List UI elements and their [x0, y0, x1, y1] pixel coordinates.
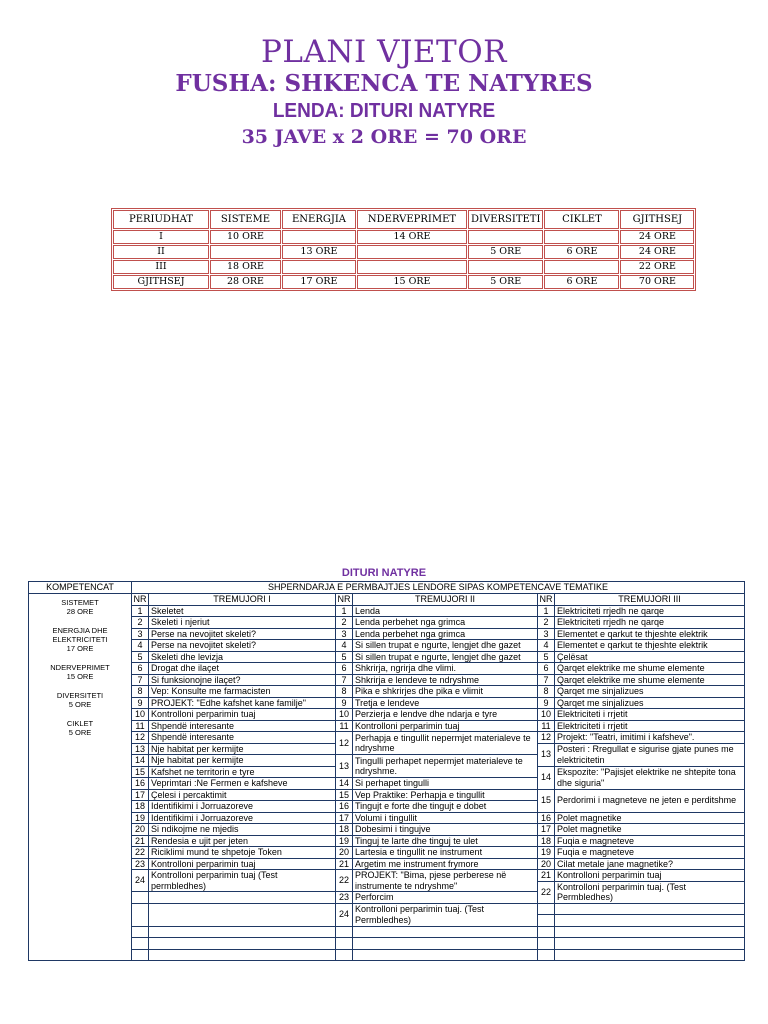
kompetenca-name: CIKLET [66, 719, 94, 728]
row-number: 15 [336, 789, 353, 801]
lesson-topic: Nje habitat per kermijte [149, 743, 336, 755]
summary-cell: 22 ORE [620, 260, 694, 274]
lesson-topic: Elementet e qarkut te thjeshte elektrik [555, 628, 745, 640]
kompetenca-hours: 15 ORE [66, 672, 94, 681]
row-number: 11 [538, 720, 555, 732]
lesson-topic: Kontrolloni perparimin tuaj [149, 709, 336, 721]
kompetenca-item [31, 691, 129, 709]
summary-cell: 18 ORE [210, 260, 281, 274]
lesson-topic: Si sillen trupat e ngurte, lengjet dhe gazet [353, 640, 538, 652]
lesson-topic: Vep: Konsulte me farmacisten [149, 686, 336, 698]
row-number: 1 [336, 605, 353, 617]
summary-cell [468, 230, 543, 244]
table-row [29, 651, 745, 663]
summary-cell: GJITHSEJ [113, 275, 209, 289]
row-number: 24 [132, 870, 149, 892]
lesson-topic: Dobesimi i tingujve [353, 824, 538, 836]
table-row [29, 926, 745, 938]
table-row [29, 858, 745, 870]
summary-total-row [113, 275, 694, 289]
plan-title: PLANI VJETOR [261, 34, 507, 70]
row-number: 4 [336, 640, 353, 652]
lesson-topic: Fuqia e magneteve [555, 847, 745, 859]
table-row [29, 870, 745, 882]
lesson-topic: Projekt: "Teatri, imitimi i kafsheve". [555, 732, 745, 744]
row-number: 18 [132, 801, 149, 813]
lesson-topic: Veprimtari :Ne Fermen e kafsheve [149, 778, 336, 790]
table-row [29, 617, 745, 629]
row-number: 13 [132, 743, 149, 755]
row-number [538, 938, 555, 950]
summary-table [111, 208, 696, 291]
lesson-topic: Posteri : Rregullat e sigurise gjate punes me elektricitetin [555, 743, 745, 766]
lesson-topic: Kontrolloni perparimin tuaj [353, 720, 538, 732]
kompetenca-hours: 28 ORE [66, 607, 94, 616]
summary-header: GJITHSEJ [620, 210, 694, 229]
distribution-header: SHPERNDARJA E PERMBAJTJES LENDORE SIPAS KOMPETENCAVE TEMATIKE [132, 582, 745, 594]
row-number: 10 [538, 709, 555, 721]
table-row [29, 732, 745, 744]
summary-cell: III [113, 260, 209, 274]
lesson-topic: Elektriciteti i rrjetit [555, 720, 745, 732]
summary-row [113, 230, 694, 244]
lesson-topic: Qarqet elektrike me shume elemente [555, 663, 745, 675]
row-number: 20 [538, 858, 555, 870]
row-number [538, 926, 555, 938]
trimester-header: TREMUJORI I [149, 594, 336, 606]
lesson-topic: PROJEKT: "Edhe kafshet kane familje" [149, 697, 336, 709]
kompetenca-hours: 17 ORE [66, 644, 94, 653]
row-number: 11 [132, 720, 149, 732]
lesson-topic: Perse na nevojitet skeleti? [149, 640, 336, 652]
row-number: 19 [538, 847, 555, 859]
row-number: 5 [132, 651, 149, 663]
row-number: 22 [538, 881, 555, 903]
row-number: 7 [336, 674, 353, 686]
lesson-topic: Si sillen trupat e ngurte, lengjet dhe gazet [353, 651, 538, 663]
table-row [29, 824, 745, 836]
lesson-topic [149, 938, 336, 950]
row-number: 16 [538, 812, 555, 824]
lesson-topic [555, 903, 745, 915]
lesson-topic: Lenda perbehet nga grimca [353, 617, 538, 629]
row-number: 14 [336, 778, 353, 790]
kompetencat-list [29, 594, 132, 961]
lesson-topic: Qarqet me sinjalizues [555, 697, 745, 709]
kompetenca-hours: 5 ORE [68, 700, 92, 709]
row-number: 7 [132, 674, 149, 686]
row-number: 17 [336, 812, 353, 824]
row-number: 8 [538, 686, 555, 698]
lesson-topic: Kontrolloni perparimin tuaj. (Test Permbledhes) [353, 903, 538, 926]
summary-cell: 28 ORE [210, 275, 281, 289]
lesson-topic: Lenda [353, 605, 538, 617]
lesson-topic [555, 915, 745, 927]
summary-cell: 14 ORE [357, 230, 467, 244]
summary-row [113, 260, 694, 274]
lesson-topic: Riciklimi mund te shpetoje Token [149, 847, 336, 859]
row-number: 20 [336, 847, 353, 859]
row-number: 13 [538, 743, 555, 766]
summary-cell [468, 260, 543, 274]
summary-cell: 13 ORE [282, 245, 356, 259]
lesson-topic: Volumi i tingullit [353, 812, 538, 824]
lesson-topic: Kontrolloni perparimin tuaj (Test permbledhes) [149, 870, 336, 892]
lesson-topic: PROJEKT: "Bima, pjese perberese në instrumente te ndryshme" [353, 870, 538, 892]
summary-header: PERIUDHAT [113, 210, 209, 229]
summary-cell: 24 ORE [620, 230, 694, 244]
fusha-title: FUSHA: SHKENCA TE NATYRES [175, 70, 593, 97]
nr-header: NR [337, 594, 351, 604]
content-distribution-table [28, 581, 745, 961]
row-number: 2 [132, 617, 149, 629]
trimester-header: TREMUJORI III [555, 594, 745, 606]
row-number [538, 903, 555, 915]
table-row [29, 812, 745, 824]
lesson-topic: Perforcim [353, 892, 538, 904]
lesson-topic: Perzierja e lendve dhe ndarja e tyre [353, 709, 538, 721]
row-number [336, 949, 353, 961]
lesson-topic: Cilat metale jane magnetike? [555, 858, 745, 870]
summary-cell [544, 230, 619, 244]
lesson-topic: Tingujt e forte dhe tingujt e dobet [353, 801, 538, 813]
lesson-topic [149, 892, 336, 904]
lesson-topic: Polet magnetike [555, 824, 745, 836]
row-number: 19 [132, 812, 149, 824]
table-row [29, 847, 745, 859]
lesson-topic: Skeleti i njeriut [149, 617, 336, 629]
lesson-topic: Fuqia e magneteve [555, 835, 745, 847]
lesson-topic: Elementet e qarkut te thjeshte elektrik [555, 640, 745, 652]
summary-cell: 5 ORE [468, 245, 543, 259]
row-number: 19 [336, 835, 353, 847]
lesson-topic: Perse na nevojitet skeleti? [149, 628, 336, 640]
lesson-topic: Drogat dhe ilaçet [149, 663, 336, 675]
lesson-topic [555, 926, 745, 938]
row-number: 10 [336, 709, 353, 721]
row-number: 4 [132, 640, 149, 652]
summary-cell: 10 ORE [210, 230, 281, 244]
lesson-topic: Tinguj te larte dhe tinguj te ulet [353, 835, 538, 847]
lesson-topic [555, 938, 745, 950]
row-number: 16 [336, 801, 353, 813]
lesson-topic: Si funksionojne ilaçet? [149, 674, 336, 686]
row-number: 16 [132, 778, 149, 790]
row-number: 11 [336, 720, 353, 732]
row-number: 12 [132, 732, 149, 744]
row-number: 17 [132, 789, 149, 801]
lesson-topic [353, 949, 538, 961]
kompetenca-hours: 5 ORE [68, 728, 92, 737]
summary-cell [282, 230, 356, 244]
row-number: 22 [336, 870, 353, 892]
row-number: 2 [538, 617, 555, 629]
row-number: 24 [336, 903, 353, 926]
row-number: 13 [336, 755, 353, 778]
row-number [538, 949, 555, 961]
table-row [29, 903, 745, 915]
row-number [132, 903, 149, 926]
row-number [132, 892, 149, 904]
row-number: 6 [336, 663, 353, 675]
summary-cell: 6 ORE [544, 275, 619, 289]
kompetenca-name: DIVERSITETI [56, 691, 104, 700]
lesson-topic: Lenda perbehet nga grimca [353, 628, 538, 640]
summary-cell [210, 245, 281, 259]
row-number: 10 [132, 709, 149, 721]
row-number [132, 938, 149, 950]
lesson-topic: Elektriciteti i rrjetit [555, 709, 745, 721]
summary-header: CIKLET [544, 210, 619, 229]
lesson-topic: Skeleti dhe levizja [149, 651, 336, 663]
lesson-topic: Nje habitat per kermijte [149, 755, 336, 767]
summary-cell: 15 ORE [357, 275, 467, 289]
summary-header: ENERGJIA [282, 210, 356, 229]
lesson-topic: Shkrirja e lendeve te ndryshme [353, 674, 538, 686]
trimester-header: TREMUJORI II [353, 594, 538, 606]
row-number: 15 [132, 766, 149, 778]
summary-cell: II [113, 245, 209, 259]
row-number: 8 [132, 686, 149, 698]
row-number: 14 [538, 766, 555, 789]
lesson-topic: Tretja e lendeve [353, 697, 538, 709]
row-number: 20 [132, 824, 149, 836]
lesson-topic: Lartesia e tingullit ne instrument [353, 847, 538, 859]
lesson-topic: Kontrolloni perparimin tuaj [149, 858, 336, 870]
lesson-topic: Identifikimi i Jorruazoreve [149, 812, 336, 824]
row-number: 21 [132, 835, 149, 847]
summary-cell [357, 245, 467, 259]
kompetenca-name: SISTEMET [61, 598, 99, 607]
lesson-topic [149, 903, 336, 926]
summary-cell [544, 260, 619, 274]
table-row [29, 686, 745, 698]
table-row [29, 949, 745, 961]
kompetenca-item [31, 626, 129, 653]
lesson-topic: Tingulli perhapet nepermjet materialeve te ndryshme. [353, 755, 538, 778]
row-number [336, 938, 353, 950]
row-number: 5 [538, 651, 555, 663]
row-number: 3 [336, 628, 353, 640]
lesson-topic [353, 926, 538, 938]
summary-header-row [113, 210, 694, 229]
summary-header: SISTEME [210, 210, 281, 229]
row-number: 1 [132, 605, 149, 617]
table-row [29, 628, 745, 640]
kompetenca-item [31, 598, 129, 616]
row-number: 23 [336, 892, 353, 904]
summary-cell [282, 260, 356, 274]
row-number: 14 [132, 755, 149, 767]
row-number: 2 [336, 617, 353, 629]
lesson-topic: Kafshet ne territorin e tyre [149, 766, 336, 778]
row-number [336, 926, 353, 938]
summary-cell: 6 ORE [544, 245, 619, 259]
main-table-title: DITURI NATYRE [341, 567, 427, 579]
row-number: 22 [132, 847, 149, 859]
summary-cell: 24 ORE [620, 245, 694, 259]
row-number: 6 [538, 663, 555, 675]
row-number: 12 [336, 732, 353, 755]
row-number: 6 [132, 663, 149, 675]
lesson-topic: Kontrolloni perparimin tuaj. (Test Permbledhes) [555, 881, 745, 903]
kompetenca-item [31, 719, 129, 737]
table-row [29, 789, 745, 801]
row-number [132, 926, 149, 938]
lesson-topic: Pika e shkrirjes dhe pika e vlimit [353, 686, 538, 698]
summary-cell: 70 ORE [620, 275, 694, 289]
lesson-topic: Shpendë interesante [149, 732, 336, 744]
summary-cell [357, 260, 467, 274]
lesson-topic: Qarqet elektrike me shume elemente [555, 674, 745, 686]
lesson-topic: Shkrirja, ngrirja dhe vlimi. [353, 663, 538, 675]
row-number: 9 [538, 697, 555, 709]
table-row [29, 663, 745, 675]
lesson-topic: Identifikimi i Jorruazoreve [149, 801, 336, 813]
table-row [29, 697, 745, 709]
lesson-topic: Si ndikojme ne mjedis [149, 824, 336, 836]
summary-cell: 5 ORE [468, 275, 543, 289]
table-row [29, 720, 745, 732]
nr-header: NR [539, 594, 553, 604]
summary-cell: I [113, 230, 209, 244]
lesson-topic [353, 938, 538, 950]
row-number: 5 [336, 651, 353, 663]
lesson-topic [149, 949, 336, 961]
row-number: 4 [538, 640, 555, 652]
row-number [538, 915, 555, 927]
summary-row [113, 245, 694, 259]
row-number: 15 [538, 789, 555, 812]
lesson-topic: Vep Praktike: Perhapja e tingullit [353, 789, 538, 801]
lesson-topic: Rendesia e ujit per jeten [149, 835, 336, 847]
lesson-topic: Çelësat [555, 651, 745, 663]
table-row [29, 605, 745, 617]
lesson-topic: Perdorimi i magneteve ne jeten e perditshme [555, 789, 745, 812]
row-number: 23 [132, 858, 149, 870]
lesson-topic: Qarqet me sinjalizues [555, 686, 745, 698]
lesson-topic: Perhapja e tingullit nepermjet materialeve te ndryshme [353, 732, 538, 755]
row-number: 9 [132, 697, 149, 709]
row-number: 3 [538, 628, 555, 640]
row-number: 18 [538, 835, 555, 847]
lesson-topic: Skeletet [149, 605, 336, 617]
row-number: 3 [132, 628, 149, 640]
row-number: 7 [538, 674, 555, 686]
lesson-topic: Kontrolloni perparimin tuaj [555, 870, 745, 882]
summary-header: NDERVEPRIMET [357, 210, 467, 229]
kompetenca-name: NDERVEPRIMET [50, 663, 110, 672]
row-number [132, 949, 149, 961]
row-number: 17 [538, 824, 555, 836]
lesson-topic: Elektriciteti rrjedh ne qarqe [555, 617, 745, 629]
kompetencat-header: KOMPETENCAT [29, 582, 132, 594]
table-row [29, 674, 745, 686]
lesson-topic: Ekspozite: "Pajisjet elektrike ne shtepite tona dhe siguria" [555, 766, 745, 789]
row-number: 8 [336, 686, 353, 698]
trimester-header-row [29, 594, 745, 606]
table-row [29, 709, 745, 721]
nr-header: NR [133, 594, 147, 604]
lesson-topic: Shpendë interesante [149, 720, 336, 732]
row-number: 1 [538, 605, 555, 617]
row-number: 9 [336, 697, 353, 709]
lesson-topic [555, 949, 745, 961]
table-row [29, 835, 745, 847]
lesson-topic: Elektriciteti rrjedh ne qarqe [555, 605, 745, 617]
kompetenca-name: ENERGJIA DHE ELEKTRICITETI [52, 626, 108, 644]
lesson-topic: Argetim me instrument frymore [353, 858, 538, 870]
row-number: 18 [336, 824, 353, 836]
row-number: 12 [538, 732, 555, 744]
table-header-row [29, 582, 745, 594]
lesson-topic: Polet magnetike [555, 812, 745, 824]
hours-title: 35 JAVE x 2 ORE = 70 ORE [241, 126, 527, 148]
lesson-topic: Si perhapet tingulli [353, 778, 538, 790]
table-row [29, 938, 745, 950]
kompetenca-item [31, 663, 129, 681]
summary-cell: 17 ORE [282, 275, 356, 289]
lesson-topic: Çelesi i percaktimit [149, 789, 336, 801]
lesson-topic [149, 926, 336, 938]
row-number: 21 [336, 858, 353, 870]
table-row [29, 640, 745, 652]
lenda-title: LENDA: DITURI NATYRE [272, 100, 496, 122]
summary-header: DIVERSITETI [468, 210, 543, 229]
row-number: 21 [538, 870, 555, 882]
